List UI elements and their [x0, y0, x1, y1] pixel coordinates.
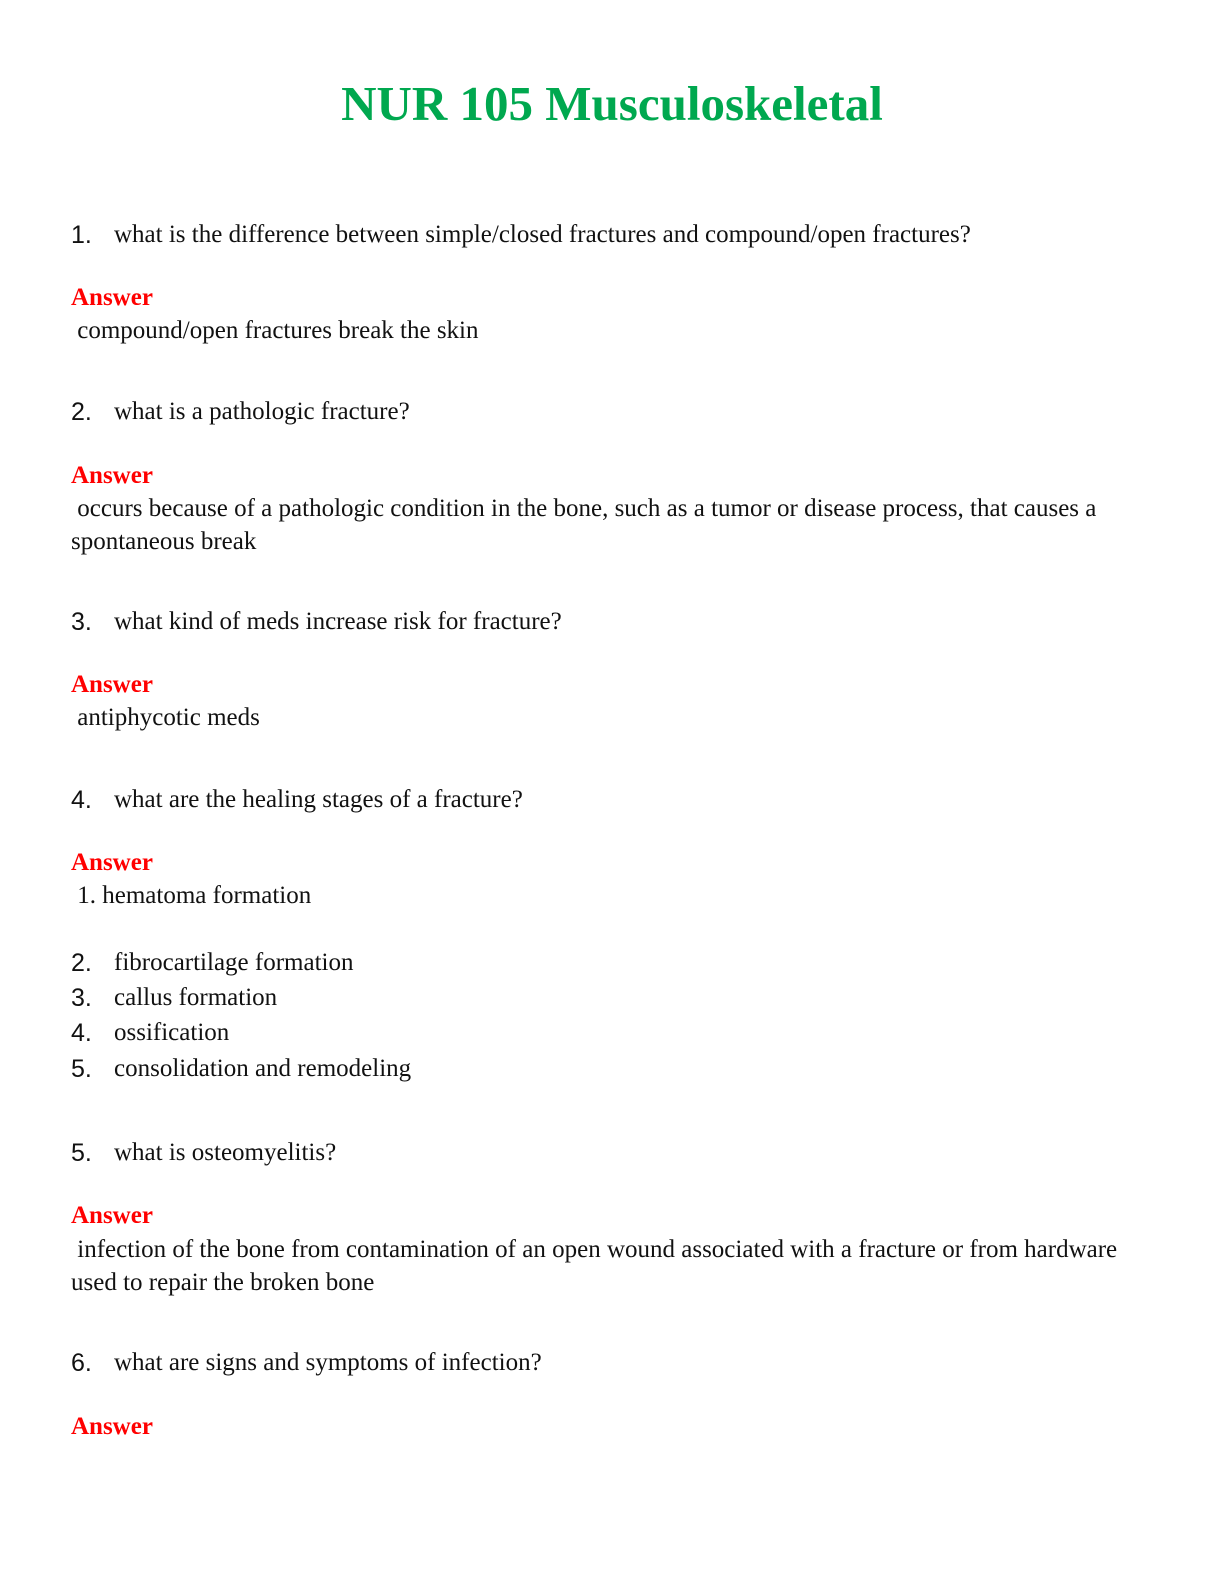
list-item-text: consolidation and remodeling [114, 1055, 412, 1082]
list-item-text: fibrocartilage formation [114, 949, 354, 976]
question-number: 2. [71, 398, 92, 426]
question-number: 6. [71, 1349, 92, 1377]
answer-label: Answer [71, 671, 153, 698]
question-text: what is the difference between simple/closed fractures and compound/open fractures? [114, 221, 971, 248]
question-text: what is osteomyelitis? [114, 1139, 337, 1166]
document-title: NUR 105 Musculoskeletal [341, 76, 883, 131]
question-number: 4. [71, 786, 92, 814]
list-item-number: 5. [71, 1055, 92, 1083]
answer-label: Answer [71, 1413, 153, 1440]
question-number: 1. [71, 221, 92, 249]
list-item-text: ossification [114, 1019, 230, 1046]
answer-label: Answer [71, 1202, 153, 1229]
list-item-text: callus formation [114, 984, 278, 1011]
list-item-number: 4. [71, 1019, 92, 1047]
list-item-number: 2. [71, 949, 92, 977]
answer-label: Answer [71, 462, 153, 489]
question-number: 5. [71, 1139, 92, 1167]
answer-text: antiphycotic meds [71, 704, 260, 731]
answer-text: compound/open fractures break the skin [71, 317, 479, 344]
question-text: what are the healing stages of a fracture? [114, 786, 523, 813]
question-text: what are signs and symptoms of infection? [114, 1349, 542, 1376]
answer-text: occurs because of a pathologic condition in the bone, such as a tumor or disease process, that causes a spontaneous break [71, 495, 1103, 555]
question-number: 3. [71, 608, 92, 636]
answer-label: Answer [71, 284, 153, 311]
answer-text: 1. hematoma formation [71, 882, 312, 909]
list-item-number: 3. [71, 984, 92, 1012]
answer-text: infection of the bone from contamination of an open wound associated with a fracture or from hardware used to repair the broken bone [71, 1236, 1124, 1296]
question-text: what kind of meds increase risk for fracture? [114, 608, 562, 635]
answer-label: Answer [71, 849, 153, 876]
question-text: what is a pathologic fracture? [114, 398, 410, 425]
